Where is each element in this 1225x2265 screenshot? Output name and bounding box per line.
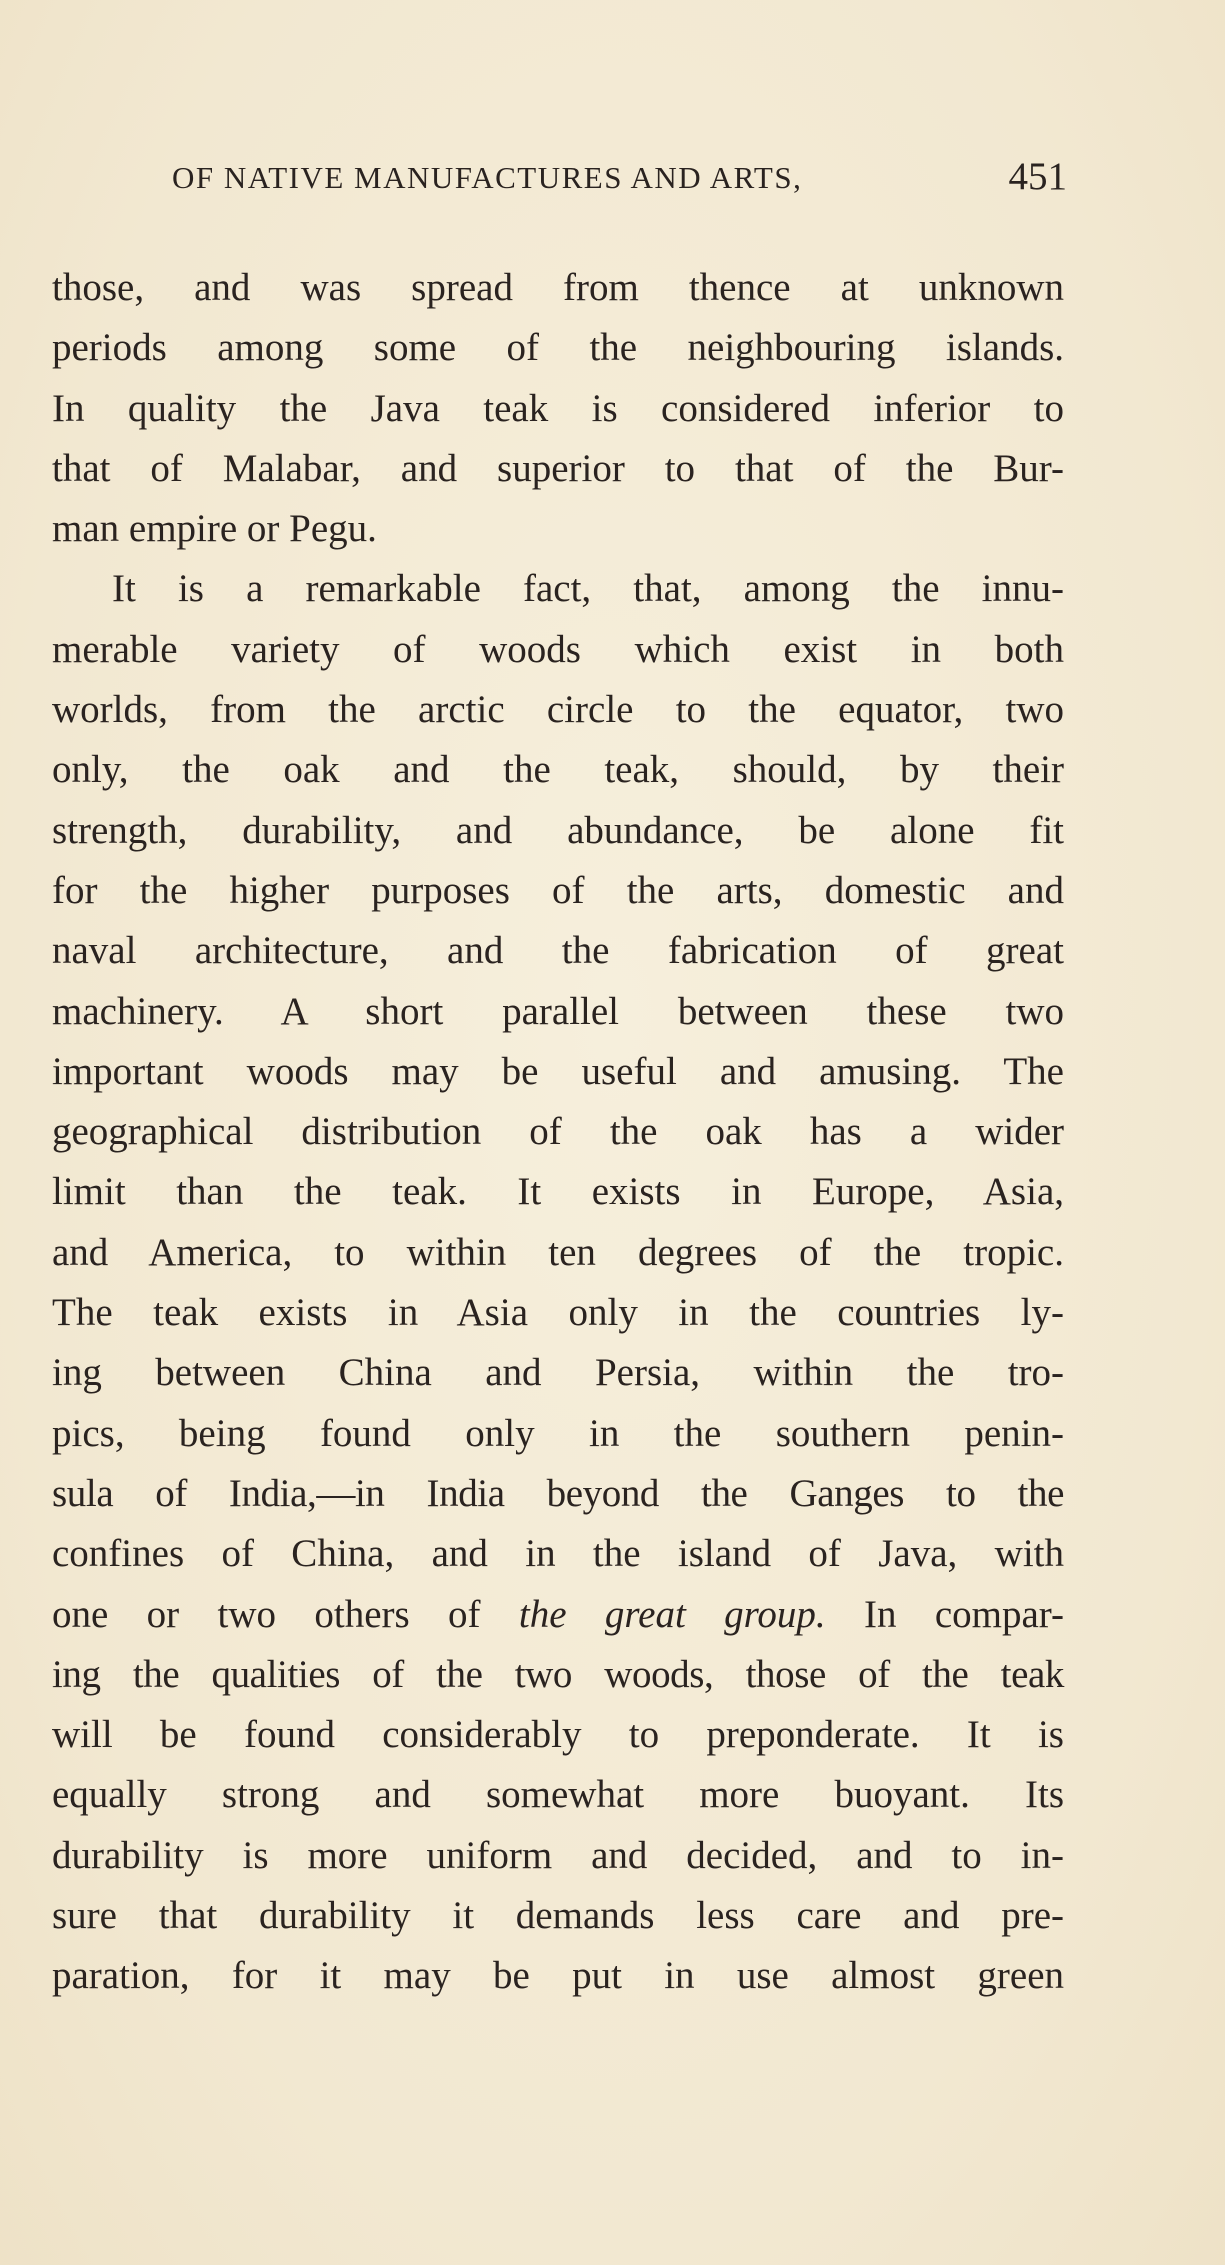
running-head [172, 155, 1067, 200]
text-line: equally strong and somewhat more buoyant. Its [52, 1773, 1064, 1817]
text-line: strength, durability, and abundance, be alone fit [52, 808, 1064, 852]
text-line: only, the oak and the teak, should, by their [52, 748, 1064, 792]
text-line: for the higher purposes of the arts, domestic and [52, 868, 1064, 912]
text-line: that of Malabar, and superior to that of the Bur- [52, 446, 1064, 490]
text-line: sure that durability it demands less care and pre- [52, 1894, 1064, 1938]
text-line: paration, for it may be put in use almost green [52, 1954, 1064, 1998]
text-segment: one or two others of [52, 1592, 519, 1636]
paragraph-first-line: It is a remarkable fact, that, among the innu- [112, 567, 1064, 611]
italic-phrase: the great group. [518, 1592, 826, 1636]
text-segment: In compar- [825, 1592, 1064, 1636]
text-line: machinery. A short parallel between these two [52, 989, 1064, 1033]
text-line: and America, to within ten degrees of the tropic. [52, 1230, 1064, 1274]
text-line: merable variety of woods which exist in both [52, 627, 1064, 671]
body-text [52, 258, 1064, 2007]
text-line: ing the qualities of the two woods, those of the teak [52, 1652, 1064, 1696]
text-line: worlds, from the arctic circle to the equator, two [52, 688, 1064, 732]
text-line: those, and was spread from thence at unknown [52, 266, 1064, 309]
text-line: limit than the teak. It exists in Europe, Asia, [52, 1170, 1064, 1214]
text-line: geographical distribution of the oak has a wider [52, 1110, 1064, 1154]
text-line: sula of India,—in India beyond the Ganges to the [52, 1471, 1064, 1515]
text-line: naval architecture, and the fabrication of great [52, 929, 1064, 973]
text-line: The teak exists in Asia only in the countries ly- [52, 1291, 1064, 1335]
text-line: In quality the Java teak is considered inferior to [52, 386, 1064, 430]
text-line: important woods may be useful and amusing. The [52, 1049, 1064, 1093]
text-line-with-italic [52, 1585, 1064, 1645]
text-line: ing between China and Persia, within the tro- [52, 1351, 1064, 1395]
text-line: periods among some of the neighbouring islands. [52, 326, 1064, 370]
page-number: 451 [1008, 155, 1067, 198]
text-line: durability is more uniform and decided, and to in- [52, 1833, 1064, 1877]
running-title: OF NATIVE MANUFACTURES AND ARTS, [172, 160, 803, 195]
text-line: pics, being found only in the southern penin- [52, 1411, 1064, 1455]
text-line: confines of China, and in the island of Java, with [52, 1532, 1064, 1576]
text-line: man empire or Pegu. [52, 507, 377, 551]
text-line: will be found considerably to preponderate. It is [52, 1713, 1064, 1757]
